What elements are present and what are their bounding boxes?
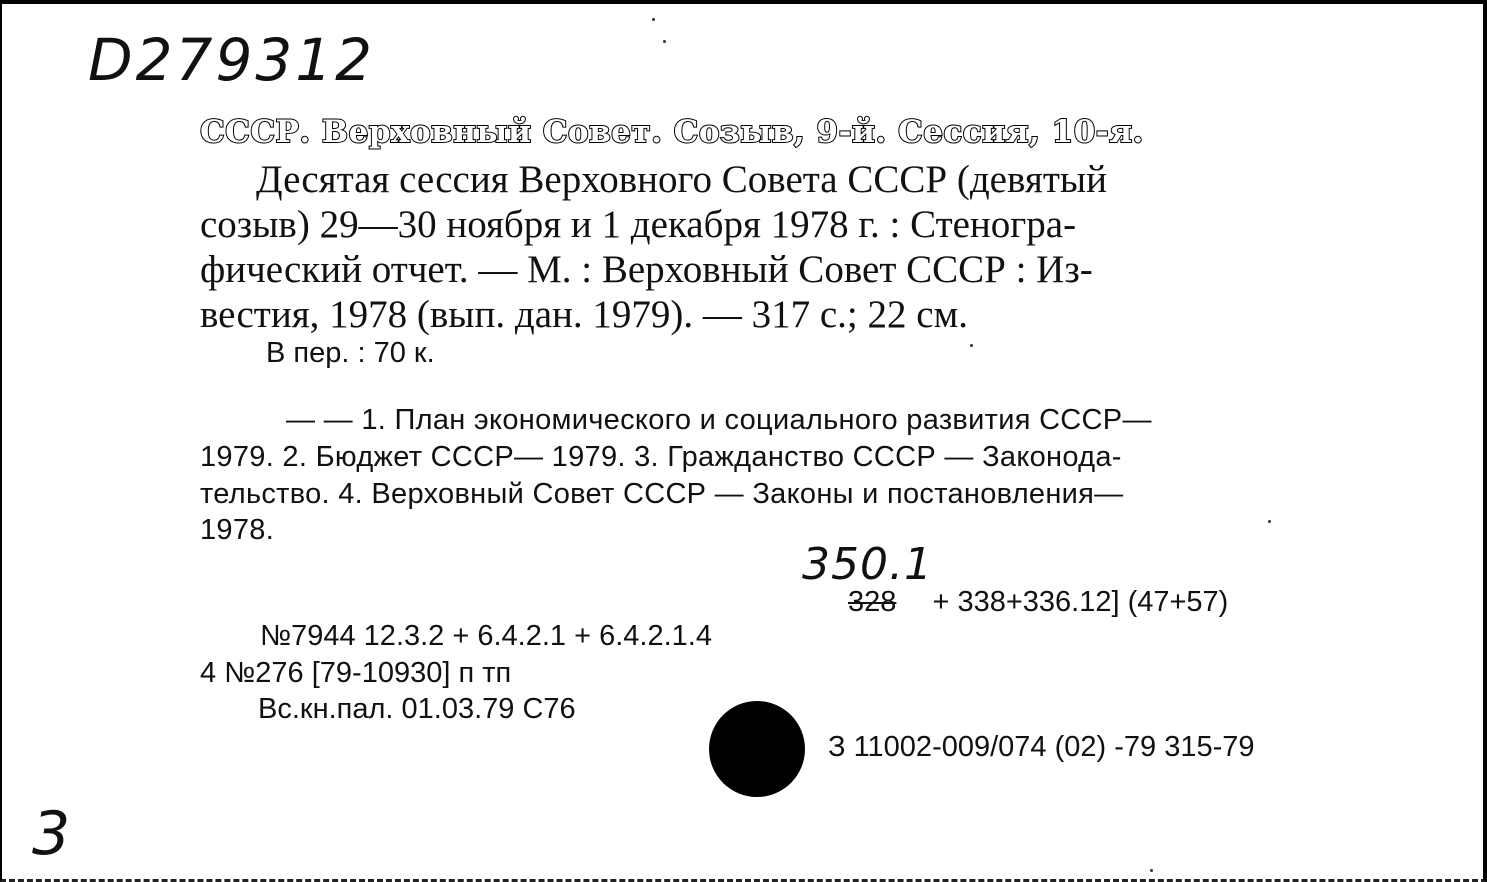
- description-line: фический отчет. — М. : Верховный Совет СССР : Из-: [200, 248, 1093, 291]
- price-line: В пер. : 70 к.: [266, 337, 435, 369]
- speck: [1150, 869, 1153, 872]
- struck-class-number: 328: [848, 586, 897, 618]
- order-line: 4 №276 [79-10930] п тп: [200, 657, 512, 689]
- classification-rest: + 338+336.12] (47+57): [932, 586, 1229, 618]
- chamber-line: Вс.кн.пал. 01.03.79 С76: [258, 693, 576, 725]
- handwritten-class-number: 350.1: [802, 539, 933, 590]
- speck: [663, 40, 666, 43]
- subject-line: 1978.: [200, 514, 275, 546]
- description-line: Десятая сессия Верховного Совета СССР (девятый: [256, 158, 1107, 201]
- bottom-code-line: З 11002-009/074 (02) -79 315-79: [828, 731, 1255, 763]
- handwritten-corner-mark: 3: [32, 799, 72, 869]
- description-line: вестия, 1978 (вып. дан. 1979). — 317 с.; 22 см.: [200, 293, 969, 336]
- number-line: №7944 12.3.2 + 6.4.2.1 + 6.4.2.1.4: [260, 620, 712, 652]
- speck: [1268, 520, 1271, 523]
- speck: [652, 18, 655, 21]
- subject-line: — — 1. План экономического и социального развития СССР—: [286, 404, 1152, 436]
- classification-line: [848, 586, 1228, 619]
- speck: [970, 344, 973, 347]
- subject-line: 1979. 2. Бюджет СССР— 1979. 3. Гражданство СССР — Законода-: [200, 441, 1122, 473]
- card-heading: СССР. Верховный Совет. Созыв, 9-й. Сессия, 10-я.: [200, 114, 1144, 150]
- punch-hole: [709, 701, 805, 797]
- subject-line: тельство. 4. Верховный Совет СССР — Законы и постановления—: [200, 478, 1124, 510]
- call-number: D279312: [88, 26, 376, 94]
- description-line: созыв) 29—30 ноября и 1 декабря 1978 г. : Стеногра-: [200, 203, 1077, 246]
